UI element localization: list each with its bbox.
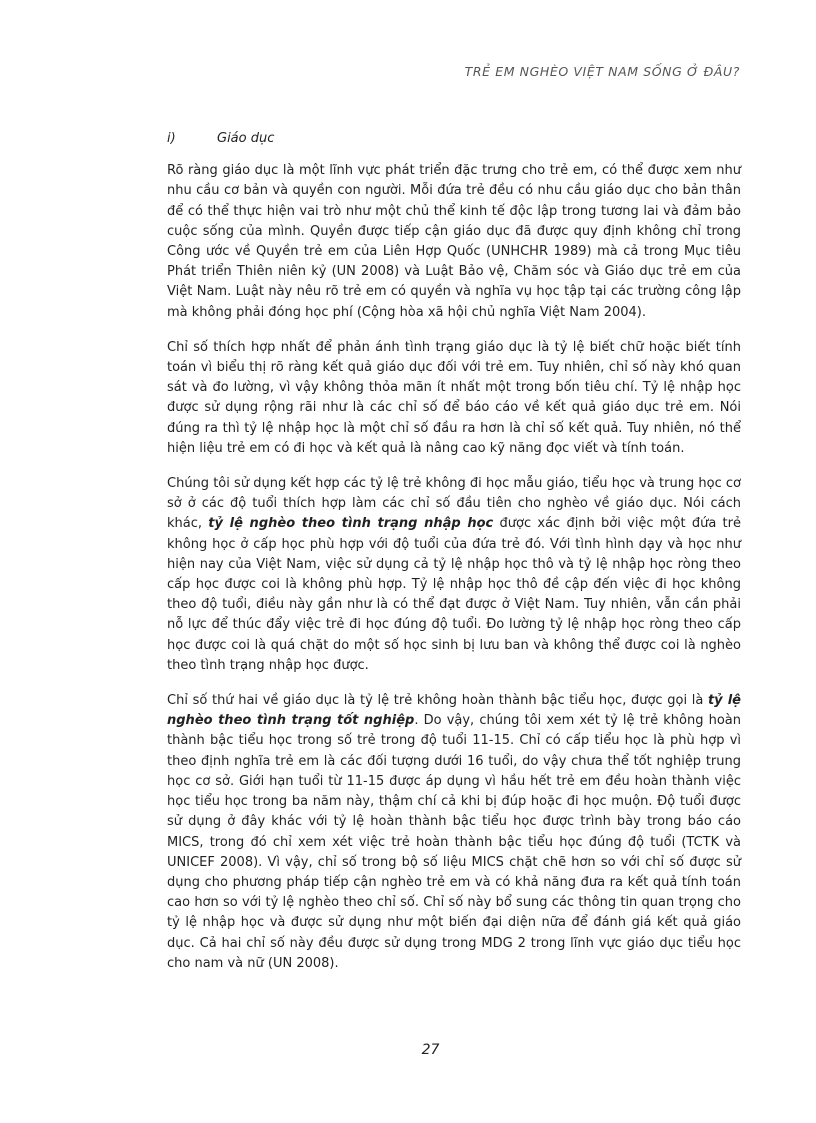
section-heading — [167, 129, 741, 149]
section-title: Giáo dục — [217, 131, 275, 146]
section-number: i) — [167, 131, 176, 146]
paragraph-4 — [167, 691, 741, 974]
paragraph-3-text-a: Chúng tôi sử dụng kết hợp các tỷ lệ trẻ không đi học mẫu giáo, tiểu học và trung học cơ sở ở các độ tuổi thích hợp làm các chỉ số đầu tiên cho nghèo về giáo dục. Nói cách khác, — [167, 476, 741, 532]
paragraph-1: Rõ ràng giáo dục là một lĩnh vực phát triển đặc trưng cho trẻ em, có thể được xem như nhu cầu cơ bản và quyền con người. Mỗi đứa trẻ đều có nhu cầu giáo dục cho bản thân để có thể thực hiện vai trò như một chủ thể kinh tế độc lập trong tương lai và đảm bảo cuộc sống của mình. Quyền được tiếp cận giáo dục đã được quy định không chỉ trong Công ước về Quyền trẻ em của Liên Hợp Quốc (UNHCHR 1989) mà cả trong Mục tiêu Phát triển Thiên niên kỷ (UN 2008) và Luật Bảo vệ, Chăm sóc và Giáo dục trẻ em của Việt Nam. Luật này nêu rõ trẻ em có quyền và nghĩa vụ học tập tại các trường công lập mà không phải đóng học phí (Cộng hòa xã hội chủ nghĩa Việt Nam 2004). — [167, 163, 741, 320]
paragraph-2: Chỉ số thích hợp nhất để phản ánh tình trạng giáo dục là tỷ lệ biết chữ hoặc biết tính toán vì biểu thị rõ ràng kết quả giáo dục đối với trẻ em. Tuy nhiên, chỉ số này khó quan sát và đo lường, vì vậy không thỏa mãn ít nhất một trong bốn tiêu chí. Tỷ lệ nhập học được sử dụng rộng rãi như là các chỉ số để báo cáo về kết quả giáo dục trẻ em. Nói đúng ra thì tỷ lệ nhập học là một chỉ số đầu ra hơn là chỉ số kết quả. Tuy nhiên, nó thể hiện liệu trẻ em có đi học và kết quả là nâng cao kỹ năng đọc viết và tính toán. — [167, 339, 741, 456]
enrollment-poverty-term: tỷ lệ nghèo theo tình trạng nhập học — [208, 516, 494, 532]
document-body — [167, 129, 741, 989]
paragraph-3-text-b: được xác định bởi việc một đứa trẻ không học ở cấp học phù hợp với độ tuổi của đứa trẻ đó. Với tình hình dạy và học như hiện nay của Việt Nam, việc sử dụng cả tỷ lệ nhập học thô và tỷ lệ nhập học ròng theo cấp học được coi là không phù hợp. Tỷ lệ nhập học thô đề cập đến việc đi học không theo độ tuổi, điều này gần như là có thể đạt được ở Việt Nam. Tuy nhiên, vẫn cần phải nỗ lực để thúc đẩy việc trẻ đi học đúng độ tuổi. Đo lường tỷ lệ nhập học ròng theo cấp học được coi là quá chặt do một số học sinh bị lưu ban và không thể được coi là nghèo theo tình trạng nhập học được. — [167, 516, 741, 673]
page-number: 27 — [421, 1042, 440, 1058]
paragraph-4-text-b: . Do vậy, chúng tôi xem xét tỷ lệ trẻ không hoàn thành bậc tiểu học trong số trẻ trong độ tuổi 11-15. Chỉ có cấp tiểu học là phù hợp vì theo định nghĩa trẻ em là các đối tượng dưới 16 tuổi, do vậy chưa thể tốt nghiệp trung học cơ sở. Giới hạn tuổi từ 11-15 được áp dụng vì hầu hết trẻ em đều hoàn thành việc học tiểu học trong ba năm này, thậm chí cả khi bị đúp hoặc đi học muộn. Độ tuổi được sử dụng ở đây khác với tỷ lệ hoàn thành bậc tiểu học được trình bày trong báo cáo MICS, trong đó chỉ xem xét việc trẻ hoàn thành bậc tiểu học đúng độ tuổi (TCTK và UNICEF 2008). Vì vậy, chỉ số trong bộ số liệu MICS chặt chẽ hơn so với chỉ số được sử dụng cho phương pháp tiếp cận nghèo trẻ em và có khả năng đưa ra kết quả tính toán cao hơn so với tỷ lệ nghèo theo chỉ số. Chỉ số này bổ sung các thông tin quan trọng cho tỷ lệ nhập học và được sử dụng như một biến đại diện nữa để đánh giá kết quả giáo dục. Cả hai chỉ số này đều được sử dụng trong MDG 2 trong lĩnh vực giáo dục tiểu học cho nam và nữ (UN 2008). — [167, 713, 741, 971]
paragraph-3 — [167, 474, 741, 676]
running-header: TRẺ EM NGHÈO VIỆT NAM SỐNG Ở ĐÂU? — [464, 64, 740, 79]
paragraph-4-text-a: Chỉ số thứ hai về giáo dục là tỷ lệ trẻ không hoàn thành bậc tiểu học, được gọi là — [167, 693, 708, 709]
graduation-poverty-term: tỷ lệ nghèo theo tình trạng tốt nghiệp — [167, 693, 741, 729]
